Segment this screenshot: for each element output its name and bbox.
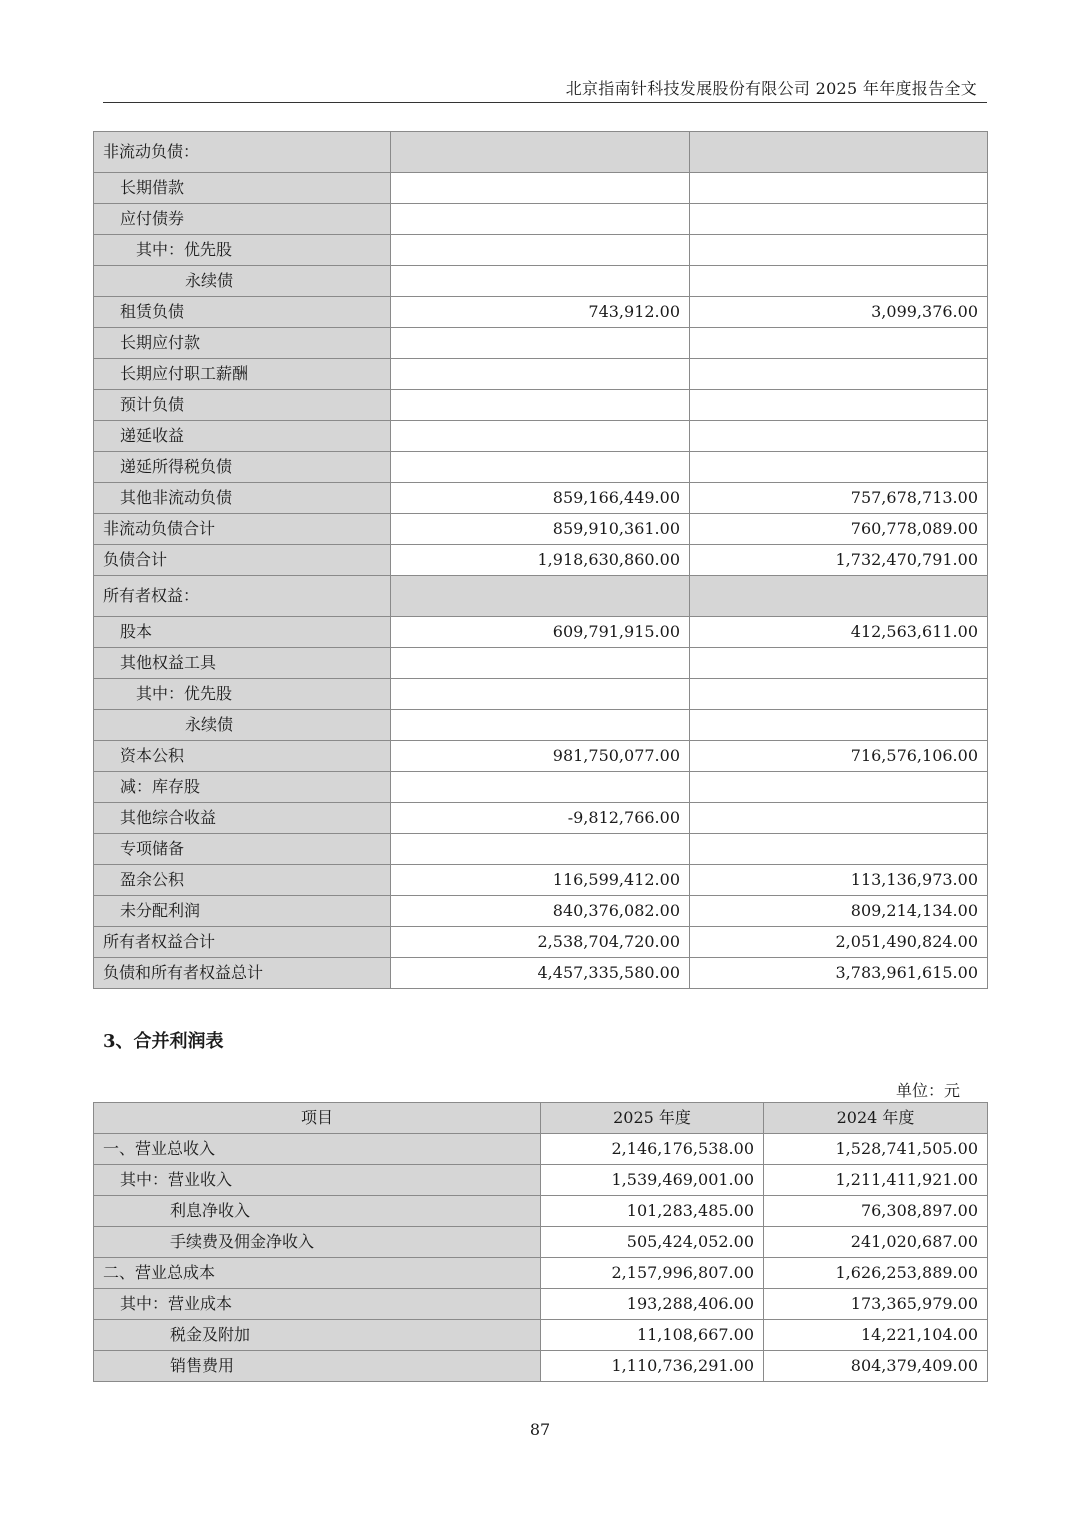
row-label: 递延收益 [94,421,391,452]
prior-value [690,173,988,204]
column-header-prior: 2024 年度 [764,1103,988,1134]
current-value [391,679,690,710]
prior-value: 1,626,253,889.00 [764,1258,988,1289]
table-row [94,297,988,328]
row-label: 资本公积 [94,741,391,772]
row-label: 税金及附加 [94,1320,541,1351]
current-value: 2,146,176,538.00 [541,1134,764,1165]
table-header-row [94,1103,988,1134]
column-header-current: 2025 年度 [541,1103,764,1134]
row-label: 股本 [94,617,391,648]
table-row [94,865,988,896]
row-label: 销售费用 [94,1351,541,1382]
current-value: 193,288,406.00 [541,1289,764,1320]
table-row [94,173,988,204]
current-value [391,710,690,741]
current-value [391,421,690,452]
table-row [94,545,988,576]
current-value [391,173,690,204]
income-statement-table [93,1102,988,1382]
row-label: 二、营业总成本 [94,1258,541,1289]
current-value: 859,166,449.00 [391,483,690,514]
page-number: 87 [529,1420,551,1439]
table-row [94,452,988,483]
prior-value [690,204,988,235]
prior-value [690,834,988,865]
table-row [94,266,988,297]
row-label: 手续费及佣金净收入 [94,1227,541,1258]
current-value: 2,157,996,807.00 [541,1258,764,1289]
prior-value [690,648,988,679]
table-row [94,235,988,266]
report-header-title: 北京指南针科技发展股份有限公司 2025 年年度报告全文 [565,79,977,98]
row-label: 专项储备 [94,834,391,865]
row-label: 其他非流动负债 [94,483,391,514]
table-row [94,803,988,834]
current-value: 1,539,469,001.00 [541,1165,764,1196]
table-row [94,741,988,772]
table-row [94,132,988,173]
row-label: 永续债 [94,266,391,297]
table-row [94,483,988,514]
row-label: 长期应付职工薪酬 [94,359,391,390]
prior-value: 3,783,961,615.00 [690,958,988,989]
row-label: 应付债券 [94,204,391,235]
prior-value: 76,308,897.00 [764,1196,988,1227]
current-value [391,204,690,235]
table-row [94,710,988,741]
current-value [391,834,690,865]
prior-value: 760,778,089.00 [690,514,988,545]
prior-value [690,452,988,483]
header-divider [103,102,987,103]
current-value: 743,912.00 [391,297,690,328]
table-row [94,1134,988,1165]
row-label: 其中：营业成本 [94,1289,541,1320]
current-value: 116,599,412.00 [391,865,690,896]
column-header-item: 项目 [94,1103,541,1134]
current-value [391,452,690,483]
section-title: 3、合并利润表 [103,1031,224,1052]
row-label: 其他权益工具 [94,648,391,679]
current-value: 840,376,082.00 [391,896,690,927]
table-row [94,1351,988,1382]
current-value: 4,457,335,580.00 [391,958,690,989]
row-label: 盈余公积 [94,865,391,896]
prior-value: 804,379,409.00 [764,1351,988,1382]
current-value [391,132,690,173]
table-row [94,1196,988,1227]
table-row [94,958,988,989]
prior-value: 3,099,376.00 [690,297,988,328]
current-value: 101,283,485.00 [541,1196,764,1227]
table-row [94,834,988,865]
table-row [94,1227,988,1258]
row-label: 非流动负债： [94,132,391,173]
prior-value: 1,732,470,791.00 [690,545,988,576]
prior-value: 716,576,106.00 [690,741,988,772]
table-row [94,421,988,452]
prior-value: 412,563,611.00 [690,617,988,648]
table-row [94,1320,988,1351]
table-row [94,576,988,617]
prior-value: 809,214,134.00 [690,896,988,927]
row-label: 未分配利润 [94,896,391,927]
prior-value [690,803,988,834]
table-row [94,328,988,359]
prior-value: 2,051,490,824.00 [690,927,988,958]
current-value [391,266,690,297]
prior-value [690,421,988,452]
balance-sheet-table [93,131,988,989]
prior-value [690,132,988,173]
row-label: 所有者权益合计 [94,927,391,958]
prior-value [690,679,988,710]
row-label: 减：库存股 [94,772,391,803]
row-label: 负债合计 [94,545,391,576]
row-label: 长期应付款 [94,328,391,359]
row-label: 负债和所有者权益总计 [94,958,391,989]
current-value [391,390,690,421]
table-row [94,1289,988,1320]
prior-value [690,359,988,390]
row-label: 其中：优先股 [94,679,391,710]
current-value: -9,812,766.00 [391,803,690,834]
current-value [391,235,690,266]
row-label: 非流动负债合计 [94,514,391,545]
row-label: 租赁负债 [94,297,391,328]
table-row [94,514,988,545]
current-value: 1,110,736,291.00 [541,1351,764,1382]
row-label: 所有者权益： [94,576,391,617]
prior-value [690,235,988,266]
row-label: 长期借款 [94,173,391,204]
prior-value [690,576,988,617]
prior-value [690,390,988,421]
current-value: 609,791,915.00 [391,617,690,648]
current-value: 981,750,077.00 [391,741,690,772]
table-row [94,390,988,421]
table-row [94,1165,988,1196]
current-value: 859,910,361.00 [391,514,690,545]
table-row [94,204,988,235]
row-label: 永续债 [94,710,391,741]
current-value [391,328,690,359]
prior-value: 1,528,741,505.00 [764,1134,988,1165]
current-value: 505,424,052.00 [541,1227,764,1258]
table-row [94,679,988,710]
row-label: 其他综合收益 [94,803,391,834]
current-value: 1,918,630,860.00 [391,545,690,576]
prior-value [690,328,988,359]
current-value: 11,108,667.00 [541,1320,764,1351]
prior-value: 14,221,104.00 [764,1320,988,1351]
table-row [94,927,988,958]
prior-value: 173,365,979.00 [764,1289,988,1320]
row-label: 其中：营业收入 [94,1165,541,1196]
prior-value [690,710,988,741]
row-label: 递延所得税负债 [94,452,391,483]
prior-value: 113,136,973.00 [690,865,988,896]
table-row [94,772,988,803]
table-row [94,359,988,390]
current-value [391,772,690,803]
prior-value [690,266,988,297]
table-row [94,617,988,648]
table-row [94,896,988,927]
row-label: 其中：优先股 [94,235,391,266]
row-label: 一、营业总收入 [94,1134,541,1165]
prior-value: 241,020,687.00 [764,1227,988,1258]
prior-value: 757,678,713.00 [690,483,988,514]
row-label: 预计负债 [94,390,391,421]
table-row [94,648,988,679]
prior-value: 1,211,411,921.00 [764,1165,988,1196]
table-row [94,1258,988,1289]
current-value [391,576,690,617]
current-value [391,648,690,679]
prior-value [690,772,988,803]
current-value [391,359,690,390]
unit-label: 单位：元 [895,1081,960,1100]
row-label: 利息净收入 [94,1196,541,1227]
current-value: 2,538,704,720.00 [391,927,690,958]
